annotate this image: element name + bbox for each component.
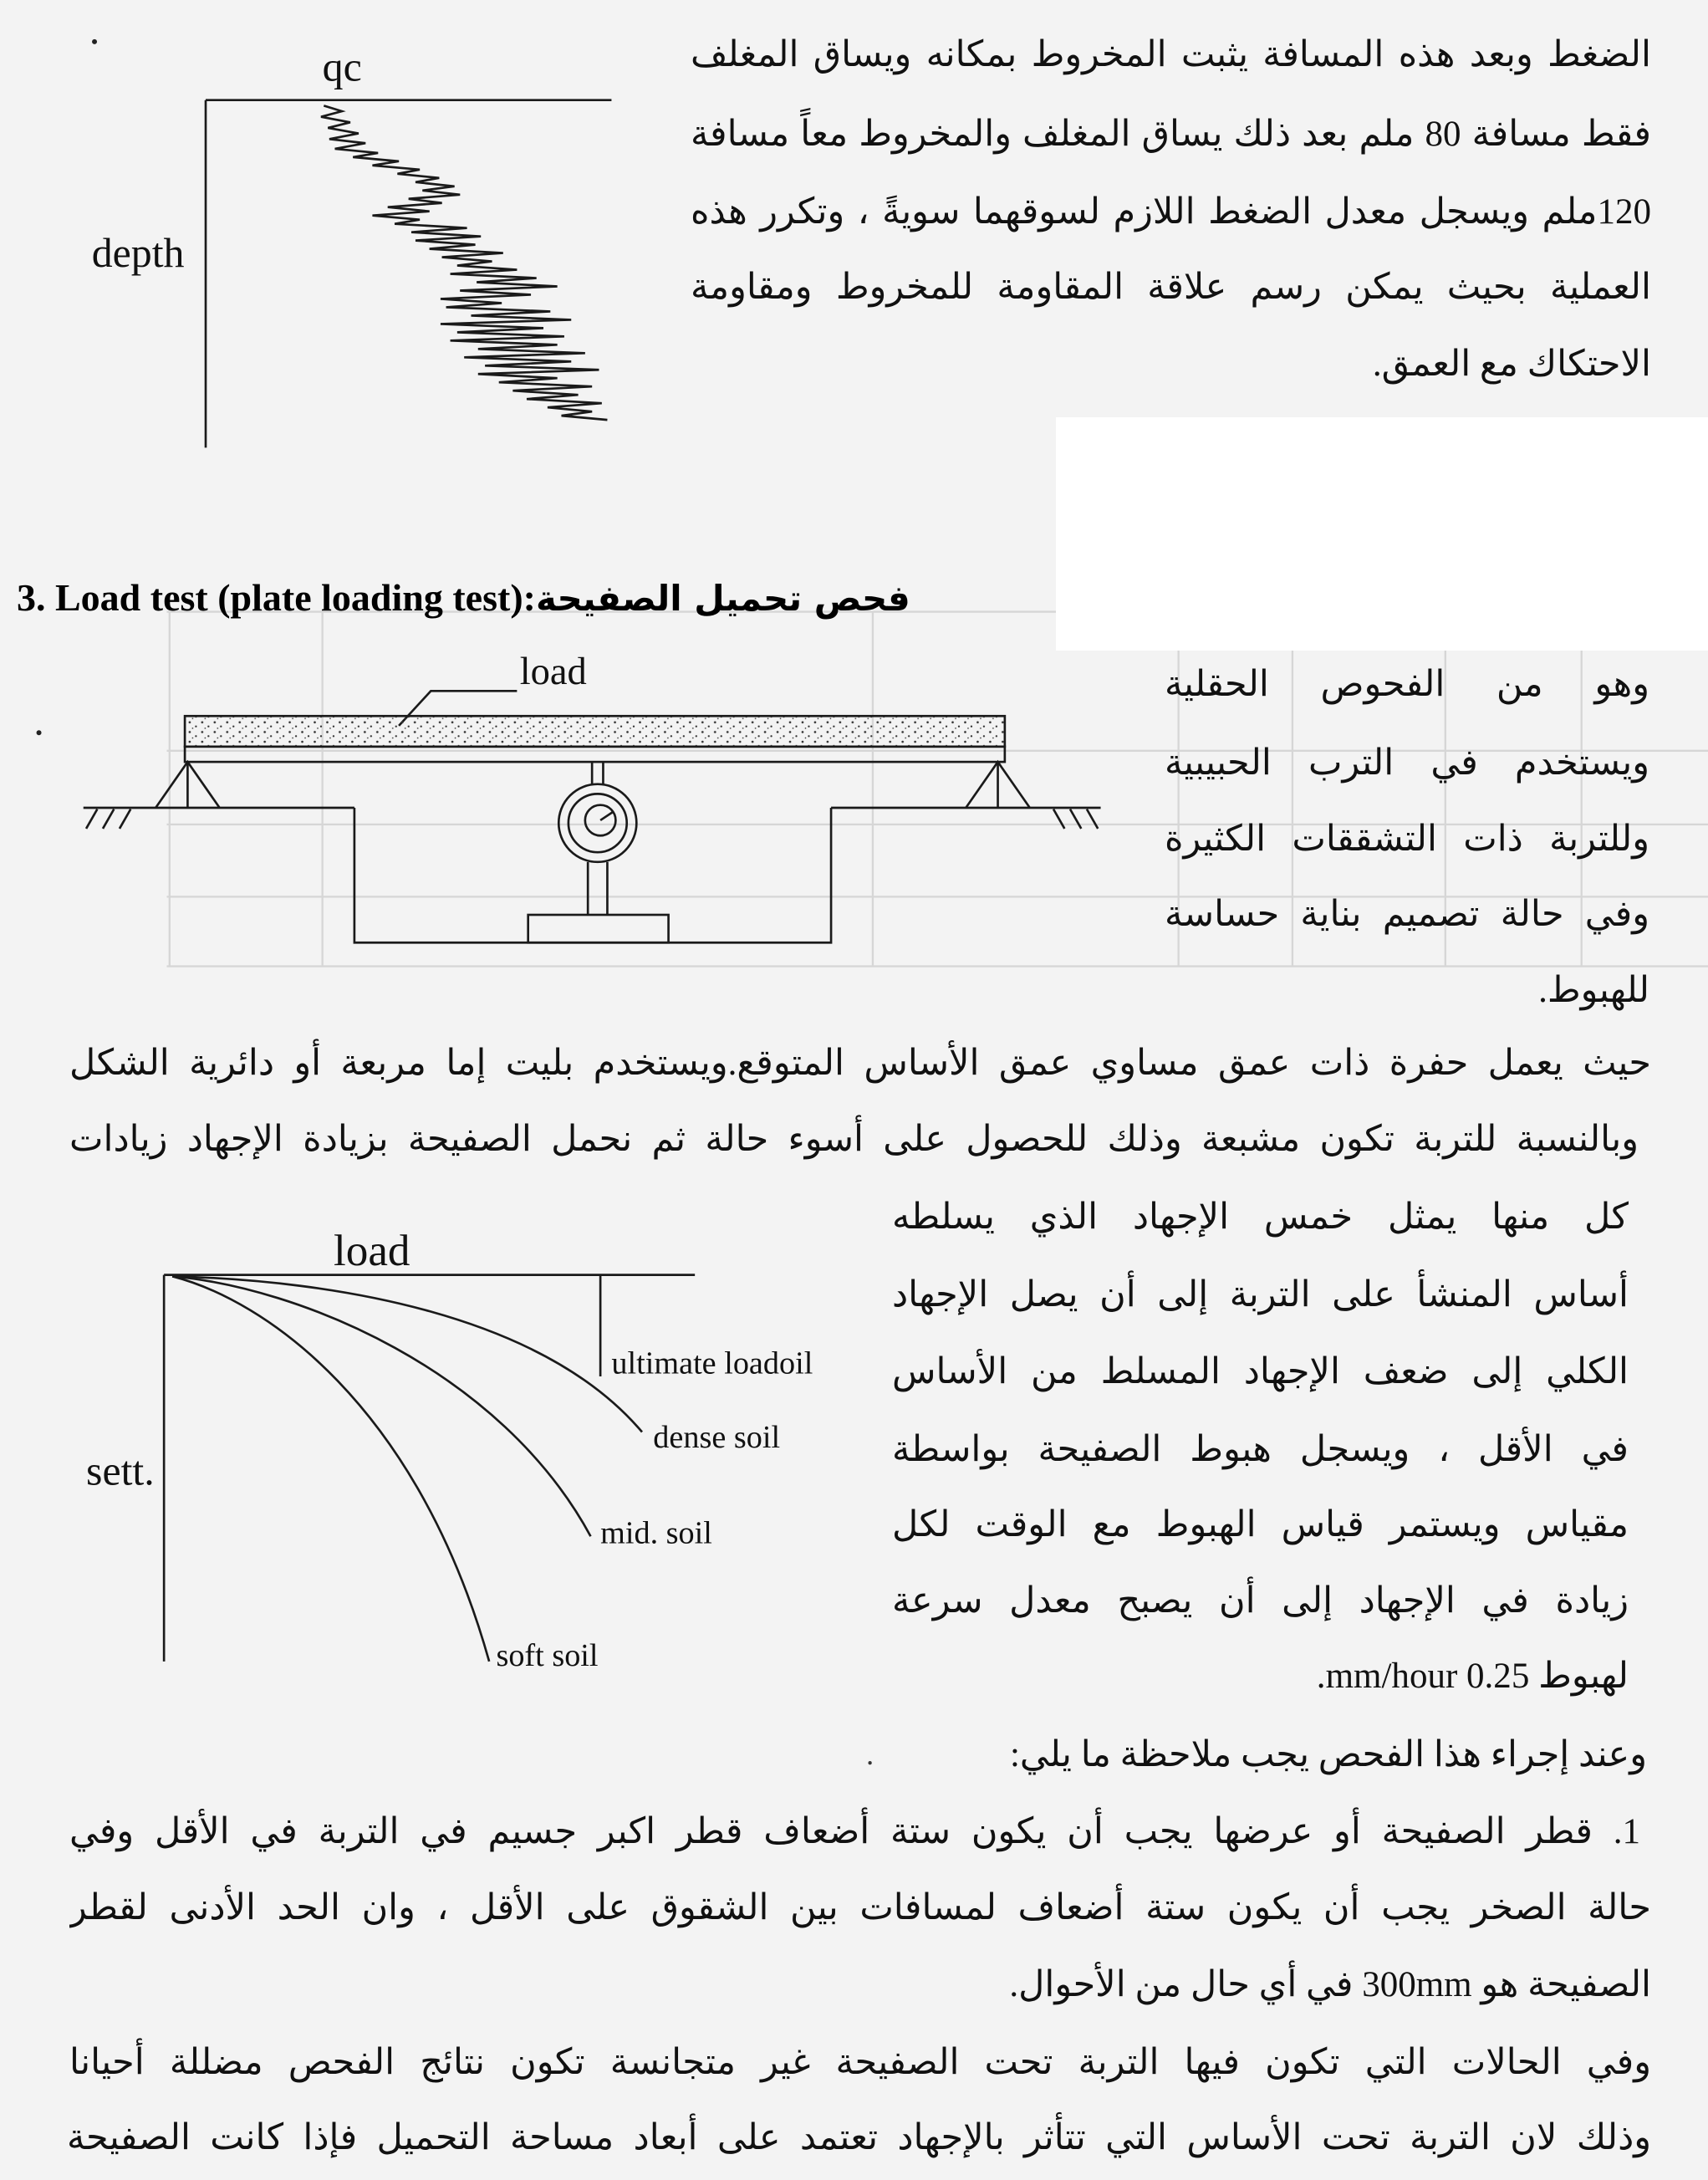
line-text: مقياس ويستمر قياس الهبوط مع الوقت لكل [892,1505,1629,1544]
ground-hatch-left [86,809,130,829]
dial-gauge-ring [568,794,627,852]
label-ultimate-load: ultimate loadoil [611,1345,813,1381]
note-item-line [69,1953,1651,2018]
cpt-x-label: qc [322,43,362,90]
intro-column-line [1165,731,1649,796]
line-text: 120ملم ويسجل معدل الضغط اللازم لسوقهما سويةً ، وتكرر هذه [691,192,1651,232]
scan-speck [92,39,97,44]
qc-trace [321,105,607,420]
top-paragraph-line [691,23,1651,88]
line-text: وللتربة ذات التشققات الكثيرة [1165,819,1649,859]
curve-mid-soil [172,1276,590,1536]
line-text: وعند إجراء هذا الفحص يجب ملاحظة ما يلي: [1009,1735,1647,1774]
dial-gauge-needle [600,812,613,820]
intro-column-line [1165,958,1649,1024]
line-text: وفي حالة تصميم بناية حساسة [1165,895,1649,934]
reaction-beam [185,747,1005,762]
curve-x-label: load [333,1225,410,1275]
test-pit [354,808,831,942]
line-text: في الأقل ، ويسجل هبوط الصفيحة بواسطة [892,1430,1629,1469]
label-mid-soil: mid. soil [600,1515,712,1551]
load-settlement-figure [86,1226,813,1673]
line-text: حيث يعمل حفرة ذات عمق مساوي عمق الأساس المتوقع.ويستخدم بليت إما مربعة أو دائرية الشكل [69,1044,1651,1083]
procedure-column-line [892,1569,1629,1634]
ground-hatch-right [1053,809,1098,829]
top-paragraph-line [691,102,1651,167]
line-text: الاحتكاك مع العمق. [1372,345,1651,384]
top-paragraph-line [691,180,1651,245]
section-heading-ar: فحص تحميل الصفيحة [535,578,910,619]
plate-load-label: load [519,651,587,694]
line-text: وبالنسبة للتربة تكون مشبعة وذلك للحصول على أسوء حالة ثم نحمل الصفيحة بزيادة الإجهاد زيادات [69,1120,1639,1159]
procedure-column-line [892,1493,1629,1558]
line-text: وفي الحالات التي تكون فيها التربة تحت الصفيحة غير متجانسة تكون نتائج الفحص مضللة أحيانا [69,2043,1651,2082]
procedure-line [69,1107,1639,1172]
line-text: أساس المنشأ على التربة إلى أن يصل الإجهاد [892,1275,1629,1315]
top-paragraph-line [691,332,1651,397]
label-dense-soil: dense soil [653,1419,781,1455]
line-text: كل منها يمثل خمس الإجهاد الذي يسلطه [892,1197,1629,1237]
note-item-line [69,1800,1640,1865]
procedure-column-line [892,1185,1629,1250]
curve-y-label: sett. [86,1447,155,1494]
procedure-column-line [892,1644,1629,1709]
line-text: حالة الصخر يجب أن يكون ستة أضعاف لمسافات بين الشقوق على الأقل ، وان الحد الأدنى لقطر [69,1888,1651,1927]
curve-soft-soil [172,1276,489,1662]
closing-line [67,2106,1651,2171]
line-text: وذلك لان التربة تحت الأساس التي تتأثر بالإجهاد تعتمد على أبعاد مساحة التحميل فإذا كانت الصفيحة [67,2118,1651,2157]
line-text: للهبوط. [1538,971,1649,1010]
test-plate [528,915,669,942]
procedure-line [69,1031,1651,1096]
line-text: وهو من الفحوص الحقلية [1165,665,1649,704]
procedure-column-line [892,1263,1629,1328]
line-text: الضغط وبعد هذه المسافة يثبت المخروط بمكانه ويساق المغلف [691,35,1651,74]
line-text: 1. قطر الصفيحة أو عرضها يجب أن يكون ستة أضعاف قطر اكبر جسيم في التربة في الأقل وفي [69,1812,1640,1851]
line-text: زيادة في الإجهاد إلى أن يصبح معدل سرعة [892,1581,1629,1621]
top-paragraph-line [691,255,1651,320]
line-text: الكلي إلى ضعف الإجهاد المسلط من الأساس [892,1352,1629,1391]
section-heading [17,573,910,623]
note-item-line [69,1876,1651,1941]
procedure-column-line [892,1340,1629,1405]
intro-column-line [1165,652,1649,717]
line-text: ويستخدم في الترب الحبيبية [1165,743,1649,783]
line-text: لهبوط 0.25 mm/hour. [1316,1657,1629,1696]
section-heading-en: 3. Load test (plate loading test): [17,576,536,619]
scan-speck [37,730,42,735]
procedure-column-line [892,1417,1629,1483]
intro-column-line [1165,882,1649,947]
dial-gauge-outer [558,784,636,862]
cpt-y-label: depth [91,230,185,277]
line-text: الصفيحة هو 300mm في أي حال من الأحوال. [1009,1965,1651,2004]
line-text: العملية بحيث يمكن رسم علاقة المقاومة للمخروط ومقاومة [691,268,1651,307]
label-soft-soil: soft soil [496,1637,599,1673]
line-text: فقط مسافة 80 ملم بعد ذلك يساق المغلف والمخروط معاً مسافة [691,115,1651,154]
notes-intro [69,1723,1647,1788]
plate-test-figure [84,651,1101,942]
stippled-load [185,716,1005,747]
closing-line [69,2030,1651,2096]
intro-column-line [1165,807,1649,872]
cpt-figure [92,43,612,447]
